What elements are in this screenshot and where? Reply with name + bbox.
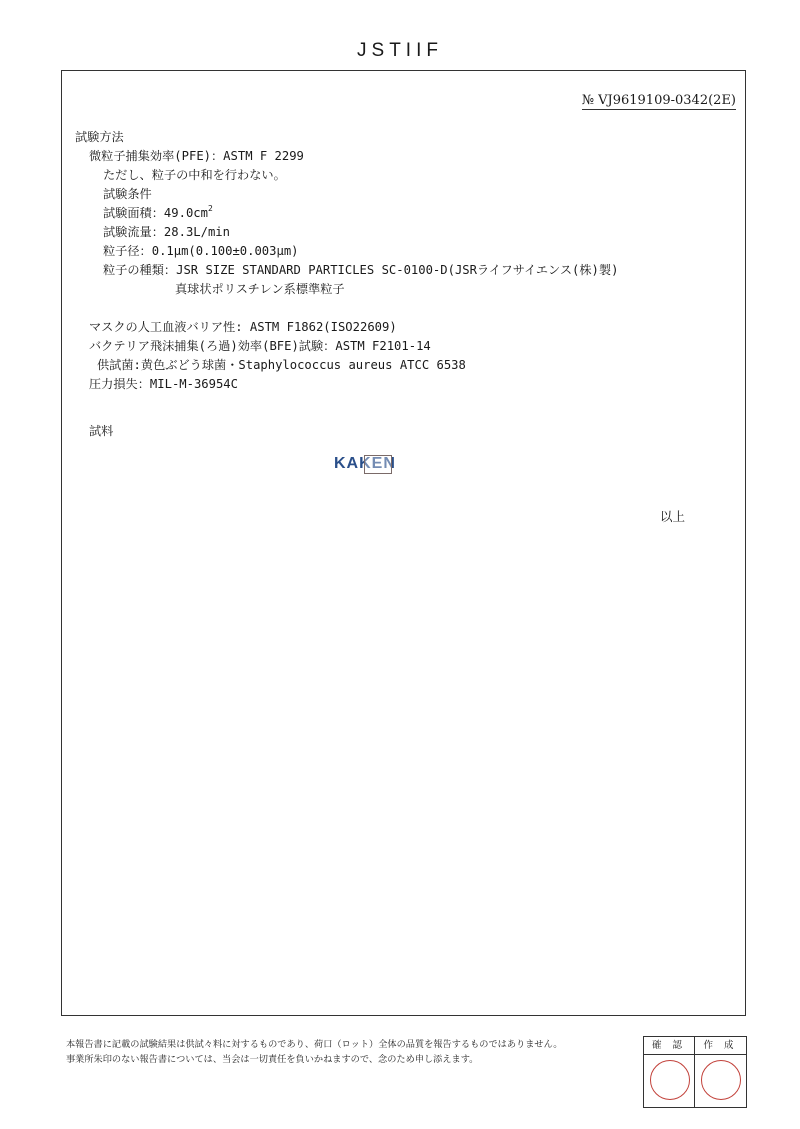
- blood-barrier-method: マスクの人工血液バリア性: ASTM F1862(ISO22609): [89, 320, 397, 334]
- test-area-value: 試験面積：49.0cm: [103, 206, 208, 220]
- footer-note-2: 事業所朱印のない報告書については、当会は一切責任を負いかねますので、念のため申し添えます。: [66, 1054, 479, 1065]
- test-conditions-title: 試験条件: [103, 187, 152, 201]
- bfe-method: バクテリア飛沫捕集(ろ過)効率(BFE)試験：ASTM F2101-14: [89, 339, 431, 353]
- particle-size: 粒子径：0.1μm(0.100±0.003μm): [103, 244, 299, 258]
- hanko-confirm-stamp: [650, 1060, 690, 1100]
- sample-title: 試料: [89, 424, 114, 438]
- document-number: № VJ9619109-0342(2E): [581, 93, 736, 108]
- test-area: [75, 204, 715, 223]
- footer-notes: [66, 1037, 563, 1067]
- test-area-unit-superscript: 2: [207, 204, 213, 213]
- hanko-create-stamp: [701, 1060, 741, 1100]
- bfe-test-organism: 供試菌:黄色ぶどう球菌・Staphylococcus aureus ATCC 6538: [97, 358, 466, 372]
- pressure-drop-method: 圧力損失：MIL-M-36954C: [89, 377, 238, 391]
- pfe-method: 微粒子捕集効率(PFE)：ASTM F 2299: [89, 149, 304, 163]
- sample-seal: [364, 455, 392, 474]
- report-content: [75, 128, 715, 441]
- sample-logo: KAKEN: [334, 455, 396, 472]
- end-mark: 以上: [660, 509, 686, 524]
- stamp-header-confirm: 確 認: [644, 1037, 695, 1055]
- particle-type: 粒子の種類：JSR SIZE STANDARD PARTICLES SC-0100-D(JSRライフサイエンス(株)製): [103, 263, 619, 277]
- approval-stamp-table: [643, 1036, 747, 1108]
- test-flow-rate: 試験流量：28.3L/min: [103, 225, 230, 239]
- section-title-test-method: 試験方法: [75, 130, 124, 144]
- stamp-cell-create: [695, 1055, 746, 1107]
- particle-type-continued: 真球状ポリスチレン系標準粒子: [175, 282, 345, 296]
- pfe-note: ただし、粒子の中和を行わない。: [103, 168, 286, 182]
- stamp-header-create: 作 成: [695, 1037, 746, 1055]
- document-header-title: JSTIIF: [357, 40, 443, 61]
- stamp-cell-confirm: [644, 1055, 695, 1107]
- footer-note-1: 本報告書に記載の試験結果は供試々料に対するものであり、荷口（ロット）全体の品質を報告するものではありません。: [66, 1039, 563, 1050]
